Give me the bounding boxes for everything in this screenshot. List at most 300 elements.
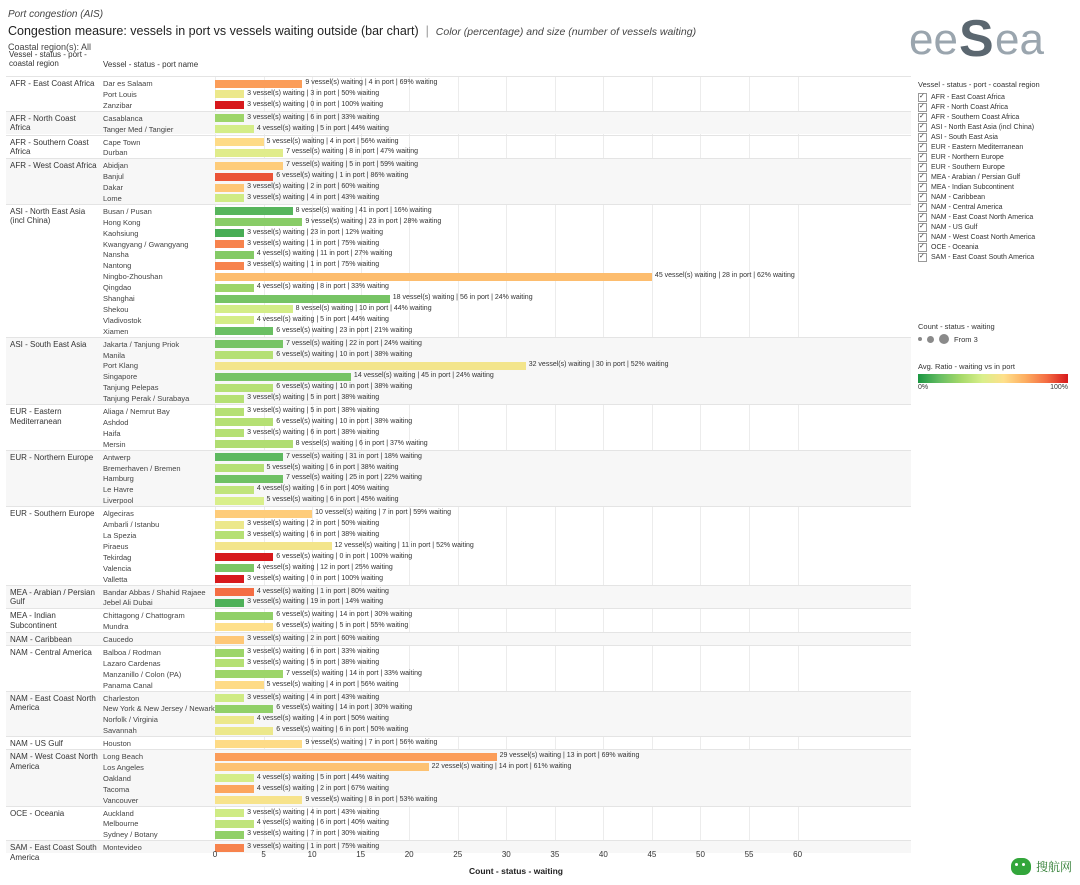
chart-row[interactable] — [6, 452, 911, 463]
bar[interactable] — [215, 531, 244, 539]
chart-row[interactable] — [6, 315, 911, 326]
bar-value-label: 6 vessel(s) waiting | 23 in port | 21% waiting — [276, 326, 413, 334]
title-block — [8, 8, 888, 54]
port-name: Dar es Salaam — [103, 79, 153, 88]
chart-row[interactable] — [6, 382, 911, 393]
port-name: Hamburg — [103, 474, 134, 484]
check-icon[interactable] — [918, 113, 927, 122]
region-group — [6, 135, 911, 159]
port-name: Panama Canal — [103, 680, 153, 690]
port-name: Aliaga / Nemrut Bay — [103, 407, 170, 417]
bar[interactable] — [215, 395, 244, 403]
bar[interactable] — [215, 316, 254, 324]
check-icon[interactable] — [918, 213, 927, 222]
port-name: Sydney / Botany — [103, 830, 158, 840]
region-label: NAM - West Coast North America — [10, 752, 98, 771]
check-icon[interactable] — [918, 133, 927, 142]
check-icon[interactable] — [918, 243, 927, 252]
bar[interactable] — [215, 101, 244, 109]
chart-row[interactable] — [6, 160, 911, 171]
check-icon[interactable] — [918, 183, 927, 192]
bar[interactable] — [215, 796, 302, 804]
x-tick-label: 10 — [307, 850, 317, 859]
bar[interactable] — [215, 705, 273, 713]
chart-row[interactable] — [6, 124, 911, 135]
bar[interactable] — [215, 716, 254, 724]
svg-text:ee: ee — [909, 15, 958, 64]
bar-value-label: 7 vessel(s) waiting | 8 in port | 47% waiting — [285, 148, 418, 156]
chart-row[interactable] — [6, 339, 911, 350]
region-label: NAM - Caribbean — [10, 635, 72, 645]
port-name: Shanghai — [103, 294, 135, 304]
bar[interactable] — [215, 194, 244, 202]
chart-row[interactable] — [6, 714, 911, 725]
region-label: AFR - North Coast Africa — [10, 113, 76, 133]
chart-row[interactable] — [6, 473, 911, 484]
port-name: Port Klang — [103, 361, 139, 371]
port-name: Tanger Med / Tangier — [103, 124, 174, 134]
bar[interactable] — [215, 218, 302, 226]
chart-row[interactable] — [6, 147, 911, 158]
legend-item[interactable] — [918, 122, 1076, 132]
region-group — [6, 111, 911, 135]
chart-row[interactable] — [6, 541, 911, 552]
chart-row[interactable] — [6, 350, 911, 361]
bar[interactable] — [215, 327, 273, 335]
bar-value-label: 32 vessel(s) waiting | 30 in port | 52% waiting — [528, 361, 669, 369]
port-name: Manzanillo / Colon (PA) — [103, 669, 182, 679]
chart-row[interactable] — [6, 563, 911, 574]
chart-row[interactable] — [6, 725, 911, 736]
chart-row[interactable] — [6, 282, 911, 293]
legend-item-label: ASI - North East Asia (incl China) — [931, 123, 1035, 131]
bar[interactable] — [215, 418, 273, 426]
column-header-region: Vessel - status - port - coastal region — [9, 50, 87, 68]
bar[interactable] — [215, 251, 254, 259]
port-name: Balboa / Rodman — [103, 648, 161, 657]
port-name: Antwerp — [103, 452, 131, 462]
bar[interactable] — [215, 162, 283, 170]
check-icon[interactable] — [918, 153, 927, 162]
bar-value-label: 4 vessel(s) waiting | 4 in port | 50% waiting — [256, 715, 389, 723]
bar[interactable] — [215, 486, 254, 494]
x-tick-label: 45 — [647, 850, 657, 859]
bar[interactable] — [215, 588, 254, 596]
chart-row[interactable] — [6, 113, 911, 124]
chart-row[interactable] — [6, 610, 911, 621]
bar-value-label: 3 vessel(s) waiting | 7 in port | 30% waiting — [247, 830, 380, 838]
chart-row[interactable] — [6, 587, 911, 598]
port-name: Cape Town — [103, 137, 141, 147]
x-tick-label: 60 — [793, 850, 803, 859]
chart-row[interactable] — [6, 249, 911, 260]
bar[interactable] — [215, 670, 283, 678]
bar[interactable] — [215, 521, 244, 529]
chart-row[interactable] — [6, 658, 911, 669]
region-group — [6, 806, 911, 841]
legend-item[interactable] — [918, 212, 1076, 222]
x-tick-label: 35 — [550, 850, 560, 859]
chart-row[interactable] — [6, 530, 911, 541]
watermark-text: 搜航网 — [1035, 860, 1072, 874]
region-group — [6, 337, 911, 404]
bar-value-label: 4 vessel(s) waiting | 2 in port | 67% waiting — [256, 784, 389, 792]
chart-row[interactable] — [6, 784, 911, 795]
port-name: Abidjan — [103, 161, 129, 171]
bar-value-label: 3 vessel(s) waiting | 19 in port | 14% waiting — [247, 598, 384, 606]
check-icon[interactable] — [918, 93, 927, 102]
legend-item-label: NAM - US Gulf — [931, 223, 978, 231]
legend-item[interactable] — [918, 152, 1076, 162]
legend-item[interactable] — [918, 132, 1076, 142]
port-name: Houston — [103, 739, 131, 749]
bar[interactable] — [215, 340, 283, 348]
region-label: NAM - US Gulf — [10, 739, 63, 749]
chart-row[interactable] — [6, 271, 911, 282]
legend-item[interactable] — [918, 172, 1076, 182]
chart-row[interactable] — [6, 773, 911, 784]
chart-row[interactable] — [6, 634, 911, 645]
bar-value-label: 3 vessel(s) waiting | 6 in port | 33% waiting — [247, 648, 380, 655]
chart-row[interactable] — [6, 439, 911, 450]
bar[interactable] — [215, 542, 332, 550]
chart-row[interactable] — [6, 417, 911, 428]
port-name: Ambarli / Istanbu — [103, 520, 160, 530]
region-group — [6, 404, 911, 450]
bar[interactable] — [215, 553, 273, 561]
region-label: ASI - South East Asia — [10, 339, 87, 349]
legend-item[interactable] — [918, 112, 1076, 122]
check-icon[interactable] — [918, 173, 927, 182]
chart-row[interactable] — [6, 693, 911, 704]
chart-row[interactable] — [6, 484, 911, 495]
legend-item[interactable] — [918, 222, 1076, 232]
chart-row[interactable] — [6, 239, 911, 250]
legend-item[interactable] — [918, 162, 1076, 172]
region-group — [6, 585, 911, 609]
bar[interactable] — [215, 694, 244, 702]
bar[interactable] — [215, 229, 244, 237]
legend-item[interactable] — [918, 92, 1076, 102]
legend-item[interactable] — [918, 232, 1076, 242]
bar[interactable] — [215, 295, 390, 303]
bar[interactable] — [215, 623, 273, 631]
bar[interactable] — [215, 373, 351, 381]
port-name: Melbourne — [103, 819, 139, 829]
bar[interactable] — [215, 510, 312, 518]
chart-row[interactable] — [6, 808, 911, 819]
bar-value-label: 3 vessel(s) waiting | 6 in port | 33% waiting — [247, 113, 380, 121]
bar[interactable] — [215, 207, 293, 215]
bar-value-label: 3 vessel(s) waiting | 3 in port | 50% waiting — [247, 89, 380, 97]
legend-item[interactable] — [918, 182, 1076, 192]
port-name: Tacoma — [103, 784, 130, 794]
bar-value-label: 6 vessel(s) waiting | 14 in port | 30% waiting — [276, 704, 413, 712]
chart-row[interactable] — [6, 508, 911, 519]
bar-value-label: 22 vessel(s) waiting | 14 in port | 61% waiting — [431, 762, 572, 770]
legend-item[interactable] — [918, 102, 1076, 112]
bar-value-label: 18 vessel(s) waiting | 56 in port | 24% waiting — [392, 294, 533, 302]
bar[interactable] — [215, 820, 254, 828]
port-name: Singapore — [103, 372, 138, 382]
chart-row[interactable] — [6, 326, 911, 337]
chart-row[interactable] — [6, 100, 911, 111]
x-tick-label: 0 — [212, 850, 218, 859]
bar-value-label: 9 vessel(s) waiting | 4 in port | 69% waiting — [305, 79, 438, 86]
bar-value-label: 3 vessel(s) waiting | 2 in port | 50% waiting — [247, 520, 380, 528]
region-label: MEA - Indian Subcontinent — [10, 611, 57, 630]
bar[interactable] — [215, 753, 497, 761]
bar[interactable] — [215, 149, 283, 157]
chart-row[interactable] — [6, 304, 911, 315]
bar-value-label: 3 vessel(s) waiting | 5 in port | 38% waiting — [247, 658, 380, 666]
chart-row[interactable] — [6, 182, 911, 193]
bar[interactable] — [215, 351, 273, 359]
chart-row[interactable] — [6, 89, 911, 100]
check-icon[interactable] — [918, 193, 927, 202]
chart-row[interactable] — [6, 738, 911, 749]
region-label: OCE - Oceania — [10, 808, 65, 818]
region-group — [6, 158, 911, 204]
chart-row[interactable] — [6, 293, 911, 304]
bar[interactable] — [215, 125, 254, 133]
bar[interactable] — [215, 273, 652, 281]
legend-item[interactable] — [918, 192, 1076, 202]
bar[interactable] — [215, 284, 254, 292]
bar[interactable] — [215, 453, 283, 461]
bar-value-label: 29 vessel(s) waiting | 13 in port | 69% waiting — [499, 752, 640, 760]
bar[interactable] — [215, 785, 254, 793]
chart-row[interactable] — [6, 393, 911, 404]
bar[interactable] — [215, 649, 244, 657]
bar-value-label: 3 vessel(s) waiting | 0 in port | 100% waiting — [247, 100, 384, 108]
bar[interactable] — [215, 440, 293, 448]
legend-item-list[interactable] — [918, 92, 1076, 262]
chart-row[interactable] — [6, 228, 911, 239]
column-header-port: Vessel - status - port name — [103, 60, 199, 69]
bar[interactable] — [215, 173, 273, 181]
bar[interactable] — [215, 138, 264, 146]
bar-value-label: 4 vessel(s) waiting | 5 in port | 44% waiting — [256, 124, 389, 132]
legend-item[interactable] — [918, 202, 1076, 212]
check-icon[interactable] — [918, 233, 927, 242]
region-label: NAM - Central America — [10, 648, 92, 657]
chart-row[interactable] — [6, 217, 911, 228]
title-separator: | — [422, 24, 433, 38]
bar[interactable] — [215, 80, 302, 88]
eyebrow-text: Port congestion (AIS) — [8, 9, 104, 20]
region-label: MEA - Arabian / Persian Gulf — [10, 587, 95, 606]
bar[interactable] — [215, 184, 244, 192]
chart-row[interactable] — [6, 519, 911, 530]
bar[interactable] — [215, 497, 264, 505]
port-name: Bremerhaven / Bremen — [103, 463, 181, 473]
port-name: Ashdod — [103, 417, 129, 427]
chart-row[interactable] — [6, 680, 911, 691]
check-icon[interactable] — [918, 203, 927, 212]
chart-row[interactable] — [6, 795, 911, 806]
bar-value-label: 7 vessel(s) waiting | 25 in port | 22% waiting — [285, 474, 422, 482]
chart-row[interactable] — [6, 751, 911, 762]
bar-value-label: 3 vessel(s) waiting | 23 in port | 12% waiting — [247, 228, 384, 236]
port-name: Lome — [103, 193, 122, 203]
chart-row[interactable] — [6, 829, 911, 840]
chart-row[interactable] — [6, 818, 911, 829]
port-name: Valencia — [103, 563, 132, 573]
chart-row[interactable] — [6, 597, 911, 608]
legend-item-label: NAM - East Coast North America — [931, 213, 1034, 221]
legend-item-label: EUR - Southern Europe — [931, 163, 1005, 171]
bar-value-label: 3 vessel(s) waiting | 6 in port | 38% waiting — [247, 530, 380, 538]
chart-row[interactable] — [6, 260, 911, 271]
bar[interactable] — [215, 564, 254, 572]
bar[interactable] — [215, 384, 273, 392]
bar[interactable] — [215, 262, 244, 270]
x-tick-label: 15 — [356, 850, 366, 859]
subtitle-text: Coastal region(s): All — [8, 42, 92, 52]
bar[interactable] — [215, 740, 302, 748]
port-name: Zanzibar — [103, 100, 133, 110]
chart-row[interactable] — [6, 428, 911, 439]
chart-row[interactable] — [6, 647, 911, 658]
bar[interactable] — [215, 612, 273, 620]
legend-item[interactable] — [918, 142, 1076, 152]
bar-value-label: 12 vessel(s) waiting | 11 in port | 52% waiting — [334, 541, 474, 549]
chart-row[interactable] — [6, 762, 911, 773]
port-name: Le Havre — [103, 485, 134, 495]
encoding-note: Color (percentage) and size (number of vessels waiting) — [435, 26, 697, 38]
bar[interactable] — [215, 362, 526, 370]
chart-row[interactable] — [6, 206, 911, 217]
check-icon[interactable] — [918, 253, 927, 262]
chart-row[interactable] — [6, 703, 911, 714]
chart-row[interactable] — [6, 360, 911, 371]
page-title — [8, 22, 888, 41]
region-group — [6, 691, 911, 737]
port-name: Durban — [103, 148, 128, 158]
chart-row[interactable] — [6, 574, 911, 585]
region-label: NAM - East Coast North America — [10, 693, 96, 713]
legend-item[interactable] — [918, 242, 1076, 252]
bar[interactable] — [215, 831, 244, 839]
port-name: Los Angeles — [103, 762, 144, 772]
bar[interactable] — [215, 575, 244, 583]
bar[interactable] — [215, 727, 273, 735]
bar[interactable] — [215, 305, 293, 313]
legend-item[interactable] — [918, 252, 1076, 262]
port-name: Liverpool — [103, 496, 134, 506]
chart-row[interactable] — [6, 669, 911, 680]
bar[interactable] — [215, 636, 244, 644]
bar-value-label: 3 vessel(s) waiting | 2 in port | 60% waiting — [247, 183, 380, 191]
bar-value-label: 3 vessel(s) waiting | 0 in port | 100% waiting — [247, 574, 384, 582]
chart-title: Congestion measure: vessels in port vs vessels waiting outside (bar chart) — [8, 24, 419, 38]
x-tick-label: 25 — [453, 850, 463, 859]
legend-size-title: Count - status - waiting — [918, 322, 995, 331]
check-icon[interactable] — [918, 143, 927, 152]
chart-row[interactable] — [6, 463, 911, 474]
port-name: Vancouver — [103, 795, 139, 805]
bar[interactable] — [215, 599, 244, 607]
legend-item-label: MEA - Arabian / Persian Gulf — [931, 173, 1021, 181]
chart-row[interactable] — [6, 137, 911, 148]
x-axis-title: Count - status - waiting — [469, 866, 563, 876]
bar[interactable] — [215, 681, 264, 689]
legend-item-label: NAM - West Coast North America — [931, 233, 1036, 241]
bar-value-label: 3 vessel(s) waiting | 1 in port | 75% waiting — [247, 843, 380, 851]
port-name: Savannah — [103, 726, 137, 736]
bar-value-label: 9 vessel(s) waiting | 23 in port | 28% waiting — [305, 217, 442, 225]
port-name: Banjul — [103, 172, 124, 182]
check-icon[interactable] — [918, 103, 927, 112]
port-name: Tanjung Pelepas — [103, 383, 159, 393]
bar[interactable] — [215, 763, 429, 771]
legend-region-filter — [918, 80, 1076, 262]
bar[interactable] — [215, 464, 264, 472]
bar[interactable] — [215, 809, 244, 817]
port-name: Nansha — [103, 250, 129, 260]
wechat-icon — [1011, 858, 1031, 875]
legend-item-label: AFR - Southern Coast Africa — [931, 113, 1020, 121]
bar[interactable] — [215, 114, 244, 122]
bar[interactable] — [215, 429, 244, 437]
port-name: Tanjung Perak / Surabaya — [103, 394, 190, 404]
port-name: Ningbo-Zhoushan — [103, 272, 163, 282]
chart-row[interactable] — [6, 171, 911, 182]
legend-item-label: AFR - East Coast Africa — [931, 93, 1005, 101]
chart-row[interactable] — [6, 552, 911, 563]
chart-row[interactable] — [6, 78, 911, 89]
bar[interactable] — [215, 240, 244, 248]
check-icon[interactable] — [918, 123, 927, 132]
port-name: Mersin — [103, 439, 126, 449]
legend-item-label: SAM - East Coast South America — [931, 253, 1035, 261]
bar-value-label: 8 vessel(s) waiting | 10 in port | 44% waiting — [295, 304, 432, 312]
bar-value-label: 9 vessel(s) waiting | 8 in port | 53% waiting — [305, 795, 438, 803]
legend-item-label: AFR - North Coast Africa — [931, 103, 1009, 111]
port-name: Hong Kong — [103, 217, 141, 227]
chart-row[interactable] — [6, 371, 911, 382]
region-group — [6, 632, 911, 645]
bar[interactable] — [215, 774, 254, 782]
bar-value-label: 14 vessel(s) waiting | 45 in port | 24% waiting — [353, 372, 494, 380]
chart-row[interactable] — [6, 193, 911, 204]
region-label: ASI - North East Asia (incl China) — [10, 206, 86, 226]
bar-value-label: 45 vessel(s) waiting | 28 in port | 62% waiting — [654, 272, 795, 280]
check-icon[interactable] — [918, 223, 927, 232]
color-gradient-labels — [918, 384, 1068, 391]
region-label: AFR - Southern Coast Africa — [10, 137, 89, 156]
port-name: Kwangyang / Gwangyang — [103, 239, 189, 249]
color-min-label: 0% — [918, 384, 929, 391]
bar-value-label: 6 vessel(s) waiting | 10 in port | 38% waiting — [276, 350, 413, 358]
check-icon[interactable] — [918, 163, 927, 172]
svg-text:ea: ea — [995, 15, 1044, 64]
bar[interactable] — [215, 90, 244, 98]
bar-value-label: 3 vessel(s) waiting | 6 in port | 38% waiting — [247, 428, 380, 436]
region-group — [6, 204, 911, 337]
chart-row[interactable] — [6, 495, 911, 506]
bar-value-label: 3 vessel(s) waiting | 4 in port | 43% waiting — [247, 808, 380, 816]
legend-item-label: MEA - Indian Subcontinent — [931, 183, 1014, 191]
chart-row[interactable] — [6, 621, 911, 632]
bar[interactable] — [215, 408, 244, 416]
bar-value-label: 6 vessel(s) waiting | 1 in port | 86% waiting — [276, 172, 409, 180]
port-name: New York & New Jersey / Newark — [103, 704, 215, 714]
bar[interactable] — [215, 475, 283, 483]
chart-row[interactable] — [6, 406, 911, 417]
bar[interactable] — [215, 659, 244, 667]
